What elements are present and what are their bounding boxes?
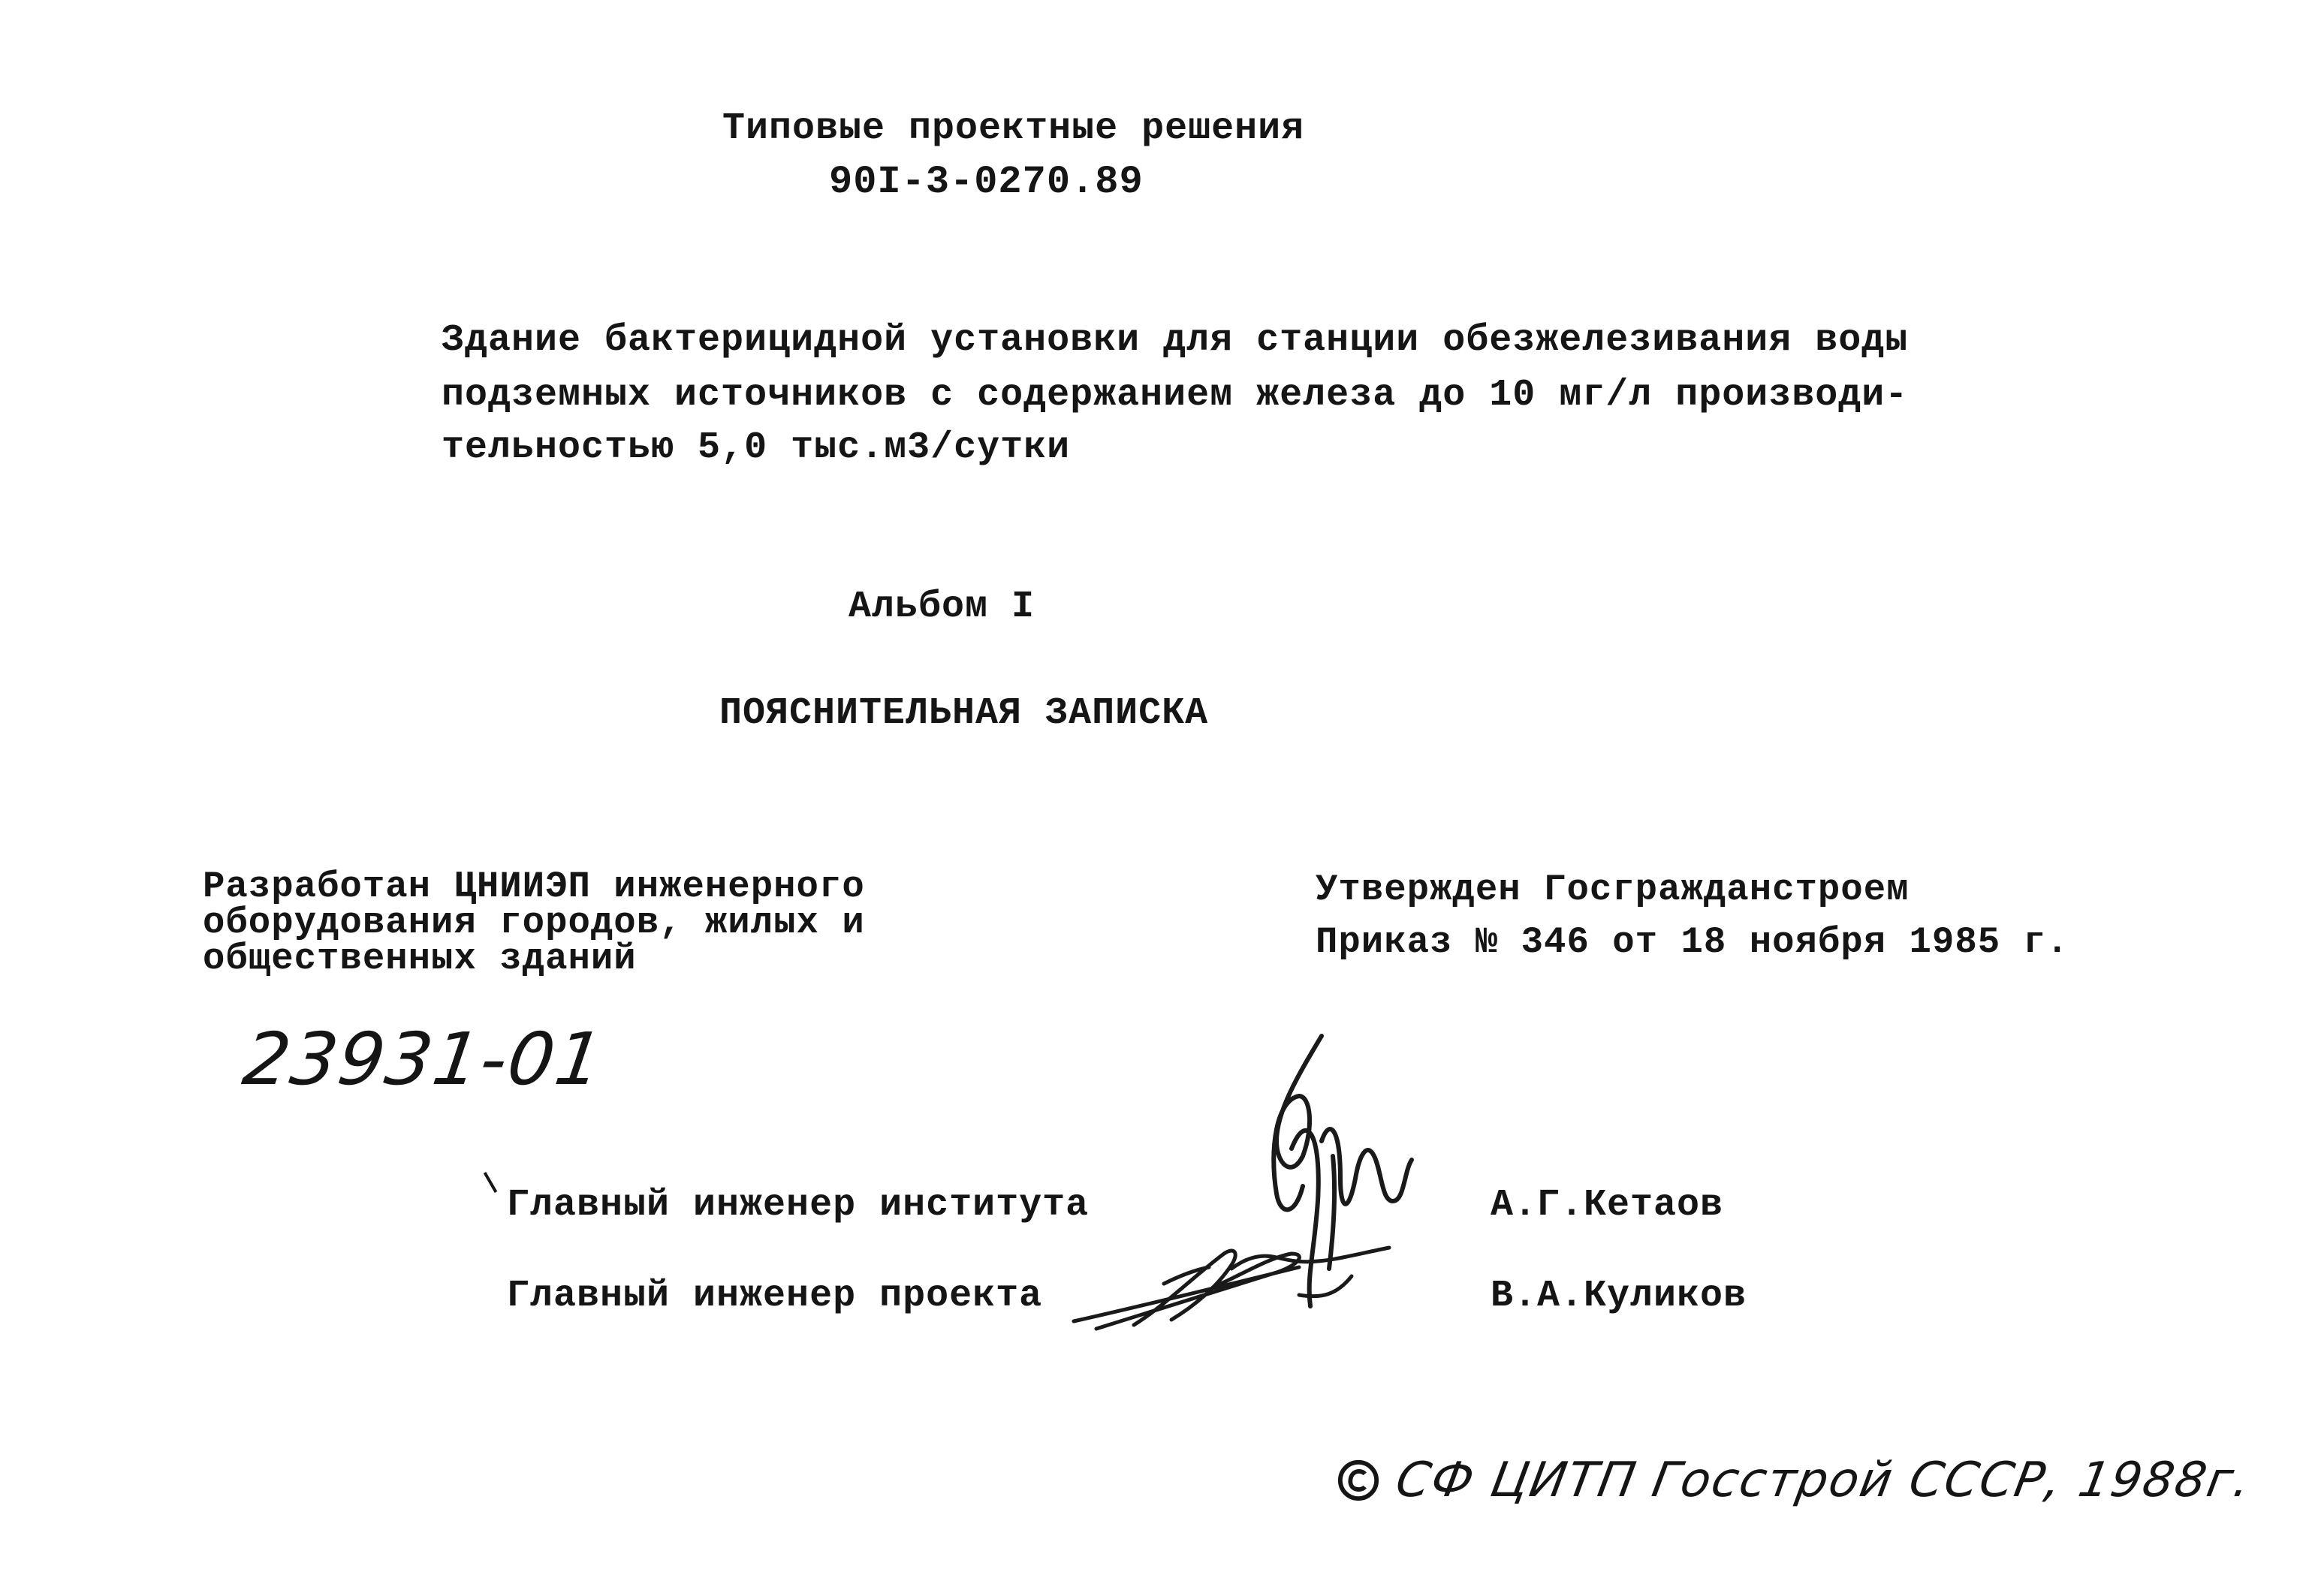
signatory-role-2: Главный инженер проекта — [507, 1275, 1043, 1317]
approval-line-1: Утвержден Госгражданстроем — [1316, 869, 1910, 911]
series-code: 90I-3-0270.89 — [829, 160, 1144, 204]
series-label: Типовые проектные решения — [722, 107, 1305, 150]
developer-line-3: общественных зданий — [203, 938, 637, 980]
title-line-2: подземных источников с содержанием железа до 10 мг/л производи- — [442, 374, 1909, 417]
title-line-1: Здание бактерицидной установки для станции обезжелезивания воды — [442, 319, 1909, 362]
handwritten-signatures — [1051, 1028, 1442, 1344]
album-label: Альбом I — [849, 586, 1035, 628]
signatory-name-2: В.А.Куликов — [1491, 1275, 1747, 1317]
developer-line-1: Разработан ЦНИИЭП инженерного — [203, 866, 865, 908]
copyright-stamp — [1337, 1453, 2256, 1508]
copyright-icon — [1337, 1459, 1380, 1502]
approval-line-2: Приказ № 346 от 18 ноября 1985 г. — [1316, 921, 2069, 963]
developer-line-2: оборудования городов, жилых и — [203, 902, 865, 944]
signatory-name-1: А.Г.Кетаов — [1491, 1184, 1724, 1227]
title-line-3: тельностью 5,0 тыс.м3/сутки — [442, 426, 1071, 469]
section-title: ПОЯСНИТЕЛЬНАЯ ЗАПИСКА — [719, 692, 1209, 735]
signature-chief-engineer-project — [1074, 1248, 1389, 1329]
tick-mark — [484, 1172, 497, 1193]
inventory-number: 23931-01 — [238, 1017, 610, 1101]
signatory-role-1: Главный инженер института — [507, 1184, 1090, 1227]
copyright-text: СФ ЦИТП Госстрой СССР, 1988г. — [1391, 1453, 2256, 1508]
